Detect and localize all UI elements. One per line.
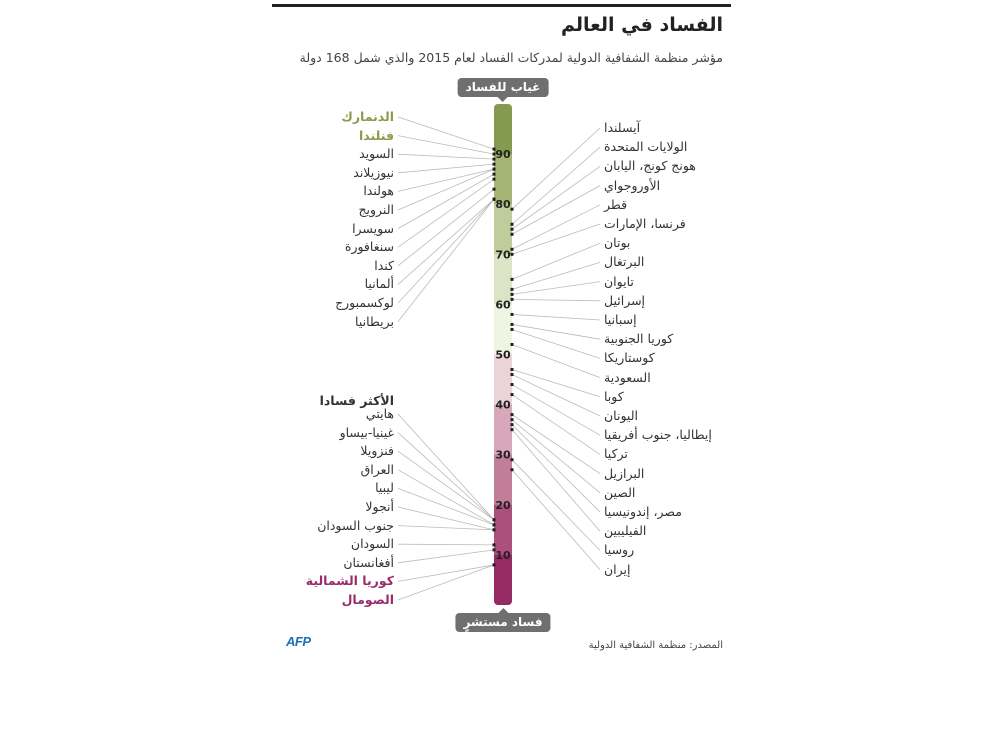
- score-marker: [493, 158, 496, 161]
- leader-line: [512, 166, 600, 229]
- country-label: إسبانيا: [604, 312, 637, 327]
- country-label: إيطاليا، جنوب أفريقيا: [604, 427, 712, 443]
- country-label: ألمانيا: [364, 276, 394, 292]
- score-marker: [511, 228, 514, 231]
- leader-line: [512, 243, 600, 279]
- leader-line: [512, 344, 600, 377]
- country-label: اليونان: [604, 408, 638, 423]
- score-marker: [511, 468, 514, 471]
- page-title: الفساد في العالم: [561, 14, 723, 36]
- leader-line: [512, 314, 600, 320]
- leader-line: [398, 174, 494, 228]
- leader-line: [398, 199, 494, 303]
- score-marker: [511, 328, 514, 331]
- afp-logo: AFP: [286, 634, 311, 649]
- source-note: المصدر: منظمة الشفافية الدولية: [588, 640, 723, 651]
- country-label: الصومال: [341, 592, 394, 607]
- score-marker: [493, 173, 496, 176]
- country-label: الصين: [604, 484, 636, 500]
- leader-line: [512, 147, 600, 224]
- country-label: قطر: [604, 196, 628, 212]
- country-label: كوريا الجنوبية: [604, 331, 674, 347]
- score-marker: [511, 223, 514, 226]
- leader-line: [398, 154, 494, 159]
- country-label: سويسرا: [352, 220, 394, 236]
- score-marker: [493, 523, 496, 526]
- score-marker: [493, 178, 496, 181]
- leader-line: [398, 414, 494, 520]
- scale-band: [494, 455, 512, 506]
- country-label: الدنمارك: [341, 109, 394, 124]
- tick-label: 50: [495, 348, 511, 362]
- score-marker: [493, 548, 496, 551]
- country-label: مصر، إندونيسيا: [604, 504, 682, 519]
- country-label: أفغانستان: [343, 554, 394, 570]
- scale-band: [494, 555, 512, 606]
- tick-label: 80: [495, 198, 511, 212]
- country-label: إسرائيل: [604, 292, 646, 308]
- leader-line: [512, 470, 600, 570]
- leader-line: [512, 282, 600, 295]
- score-marker: [511, 313, 514, 316]
- score-marker: [511, 298, 514, 301]
- page-subtitle: مؤشر منظمة الشفافية الدولية لمدركات الفساد لعام 2015 والذي شمل 168 دولة: [299, 50, 723, 65]
- tick-label: 30: [495, 448, 511, 462]
- score-marker: [511, 233, 514, 236]
- country-label: بوتان: [604, 235, 631, 251]
- leader-line: [398, 565, 494, 600]
- tick-label: 60: [495, 298, 511, 312]
- score-marker: [493, 168, 496, 171]
- leader-line: [512, 128, 600, 209]
- country-label: البرازيل: [604, 465, 645, 481]
- score-marker: [511, 428, 514, 431]
- scale-band: [494, 355, 512, 406]
- scale-band: [494, 405, 512, 456]
- leader-line: [398, 164, 494, 173]
- score-marker: [511, 278, 514, 281]
- score-marker: [511, 248, 514, 251]
- score-marker: [511, 253, 514, 256]
- country-label: آيسلندا: [604, 120, 641, 135]
- tick-label: 40: [495, 398, 511, 412]
- score-marker: [493, 153, 496, 156]
- leader-line: [398, 470, 494, 525]
- country-label: السعودية: [604, 369, 651, 385]
- country-label: إيران: [604, 561, 631, 577]
- leader-line: [512, 299, 600, 300]
- leader-line: [512, 460, 600, 551]
- leader-line: [512, 262, 600, 289]
- score-marker: [511, 393, 514, 396]
- score-marker: [511, 288, 514, 291]
- country-label: فنزويلا: [360, 443, 394, 459]
- scale-label-top: غياب للفساد: [458, 78, 549, 97]
- country-label: النرويج: [358, 202, 394, 217]
- country-label: نيوزيلاند: [353, 164, 394, 180]
- leader-line: [398, 117, 494, 149]
- country-label: هونج كونج، اليابان: [604, 158, 696, 174]
- leader-line: [512, 324, 600, 339]
- leader-line: [398, 550, 494, 563]
- country-label: كوستاريكا: [604, 350, 655, 366]
- score-marker: [493, 188, 496, 191]
- leader-line: [512, 420, 600, 493]
- country-label: روسيا: [604, 542, 635, 558]
- leader-line: [398, 199, 494, 321]
- country-label: الأوروجواي: [604, 177, 661, 193]
- score-marker: [493, 543, 496, 546]
- country-label: الولايات المتحدة: [604, 139, 688, 155]
- leader-line: [398, 199, 494, 284]
- leader-line: [512, 224, 600, 254]
- scale-band: [494, 304, 512, 355]
- country-label: الفيليبين: [604, 523, 647, 539]
- scale-label-bottom: فساد مستشرٍ: [455, 613, 550, 632]
- score-marker: [511, 373, 514, 376]
- country-label: تايوان: [604, 273, 634, 289]
- score-marker: [511, 423, 514, 426]
- country-label: غينيا-بيساو: [339, 424, 394, 440]
- country-label: تركيا: [604, 446, 628, 462]
- country-label: جنوب السودان: [317, 517, 394, 533]
- scale-band: [494, 104, 512, 155]
- tick-label: 10: [495, 548, 511, 562]
- leader-line: [512, 329, 600, 358]
- country-label: كندا: [374, 257, 394, 273]
- country-label: كوريا الشمالية: [305, 573, 394, 589]
- score-marker: [511, 458, 514, 461]
- country-label: السويد: [359, 146, 394, 162]
- country-label: سنغافورة: [344, 239, 394, 255]
- country-label: البرتغال: [604, 254, 645, 270]
- score-marker: [493, 163, 496, 166]
- score-marker: [511, 413, 514, 416]
- leader-line: [512, 425, 600, 512]
- leader-line: [512, 370, 600, 397]
- leader-line: [398, 565, 494, 581]
- country-label: هايتي: [365, 406, 394, 421]
- score-marker: [511, 323, 514, 326]
- country-label: ليبيا: [375, 480, 394, 496]
- leader-line: [398, 451, 494, 520]
- score-marker: [511, 368, 514, 371]
- tick-label: 90: [495, 148, 511, 162]
- scale-band: [494, 505, 512, 556]
- country-label: بريطانيا: [355, 313, 394, 329]
- country-label: كوبا: [604, 388, 624, 404]
- leader-line: [512, 430, 600, 532]
- country-label: هولندا: [363, 183, 394, 199]
- score-marker: [493, 528, 496, 531]
- country-label: السودان: [350, 536, 394, 552]
- country-label: أنجولا: [365, 499, 394, 514]
- score-marker: [511, 343, 514, 346]
- scale-band: [494, 204, 512, 255]
- leader-line: [398, 169, 494, 191]
- score-marker: [511, 208, 514, 211]
- scale-band: [494, 254, 512, 305]
- tick-label: 20: [495, 498, 511, 512]
- country-label: العراق: [360, 461, 394, 477]
- score-marker: [511, 293, 514, 296]
- score-marker: [493, 518, 496, 521]
- leader-line: [398, 136, 494, 155]
- score-marker: [511, 418, 514, 421]
- country-label: فرنسا، الإمارات: [604, 216, 686, 231]
- leader-line: [512, 415, 600, 474]
- country-label: فنلندا: [359, 127, 394, 143]
- score-marker: [493, 198, 496, 201]
- most-corrupt-heading: الأكثر فسادا: [319, 393, 394, 408]
- tick-label: 70: [495, 248, 511, 262]
- score-marker: [511, 383, 514, 386]
- scale-band: [494, 154, 512, 205]
- country-label: لوكسمبورج: [335, 295, 394, 310]
- score-marker: [493, 148, 496, 151]
- leader-line: [398, 544, 494, 545]
- score-marker: [493, 563, 496, 566]
- leader-line: [398, 189, 494, 266]
